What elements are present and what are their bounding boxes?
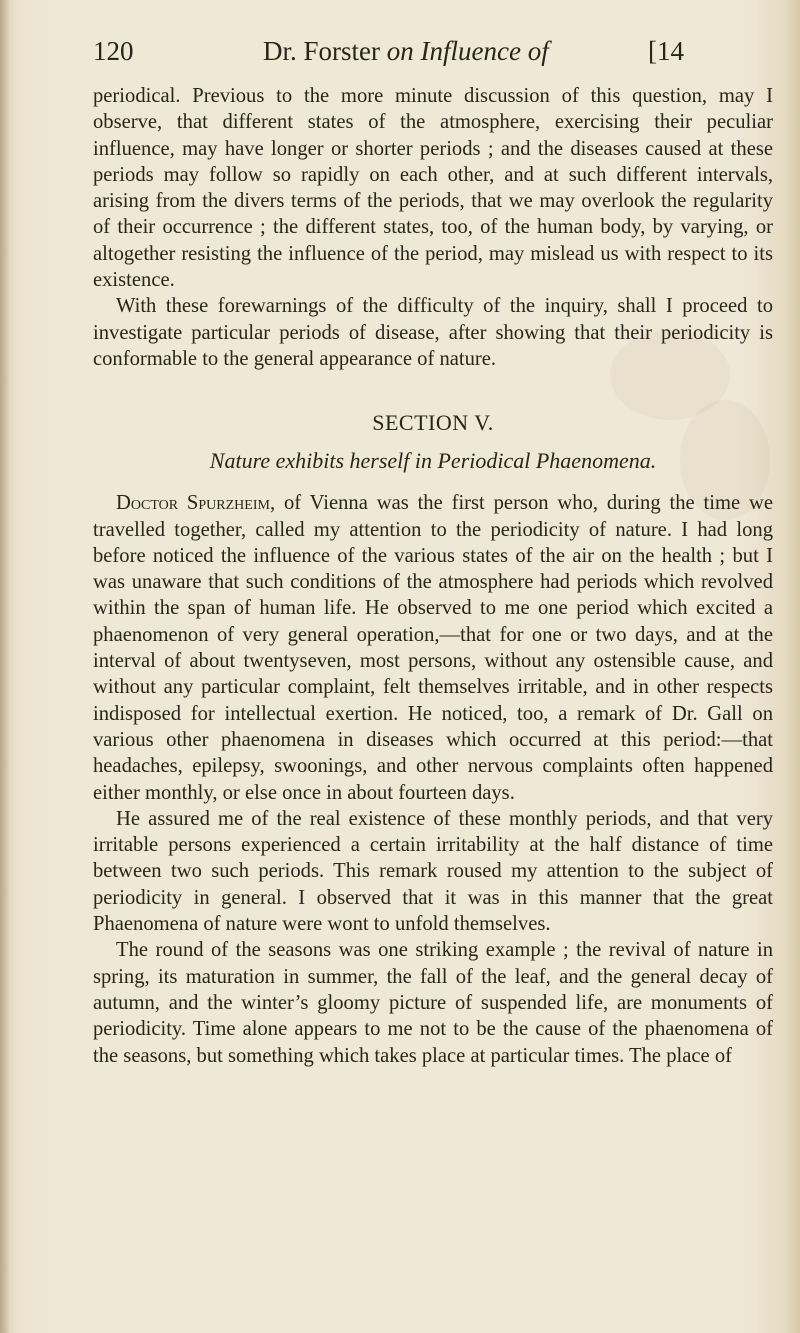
paragraph: With these forewarnings of the difficulty of the inquiry, shall I proceed to investigate particular periods of disease, after showing that their periodicity is conformable to the general appearance of nature. [93, 295, 773, 370]
section-subtitle: Nature exhibits herself in Periodical Phaenomena. [209, 448, 657, 474]
signature-mark: [14 [648, 36, 684, 66]
paragraph: periodical. Previous to the more minute discussion of this question, may I observe, that different states of the atmosphere, exercising their peculiar influence, may have longer or shorter periods ; and the diseases caused at these periods may follow so rapidly on each other, and at such different intervals, arising from the divers terms of the periods, that we may overlook the regularity of their occurrence ; the different states, too, of the human body, by varying, or altogether resisting the influence of the period, may mislead us with respect to its existence. [93, 85, 773, 292]
running-title-subject: on Influence of [386, 36, 549, 66]
body-text [93, 83, 773, 1069]
author-name: Doctor Spurzheim [116, 492, 270, 515]
page-binding-shadow [0, 0, 10, 1333]
paragraph-text: , of Vienna was the first person who, during the time we travelled together, called my attention to the periodicity of nature. I had long before noticed the influence of the various states of the air on the health ; but I was unaware that such conditions of the atmosphere had periods which revolved within the span of human life. He observed to me one period which excited a phaenomenon of very general operation,—that for one or two days, and at the interval of about twentyseven, most persons, without any ostensible cause, and without any particular complaint, felt themselves irritable, and in other respects indisposed for intellectual exertion. He noticed, too, a remark of Dr. Gall on various other phaenomena in diseases which occurred at this period:—that headaches, epilepsy, swoonings, and other nervous complaints often happened either monthly, or else once in about fourteen days. [93, 492, 774, 804]
paragraph: He assured me of the real existence of these monthly periods, and that very irritable persons experienced a certain irritability at the half distance of time between two such periods. This remark roused my attention to the subject of periodicity in general. I observed that it was in this manner that the great Phaenomena of nature were wont to unfold themselves. [93, 807, 773, 936]
running-title [263, 36, 549, 67]
paragraph: The round of the seasons was one striking example ; the revival of nature in spring, its maturation in summer, the fall of the leaf, and the general decay of autumn, and the winter’s gloomy picture of suspended life, are monuments of periodicity. Time alone appears to me not to be the cause of the phaenomena of the seasons, but something which takes place at particular times. The place of [93, 939, 773, 1067]
section-heading: SECTION V. [372, 410, 494, 436]
page-number: 120 [93, 36, 134, 66]
paragraph [93, 490, 773, 806]
running-head [93, 36, 793, 80]
running-title-author: Dr. Forster [263, 36, 387, 66]
